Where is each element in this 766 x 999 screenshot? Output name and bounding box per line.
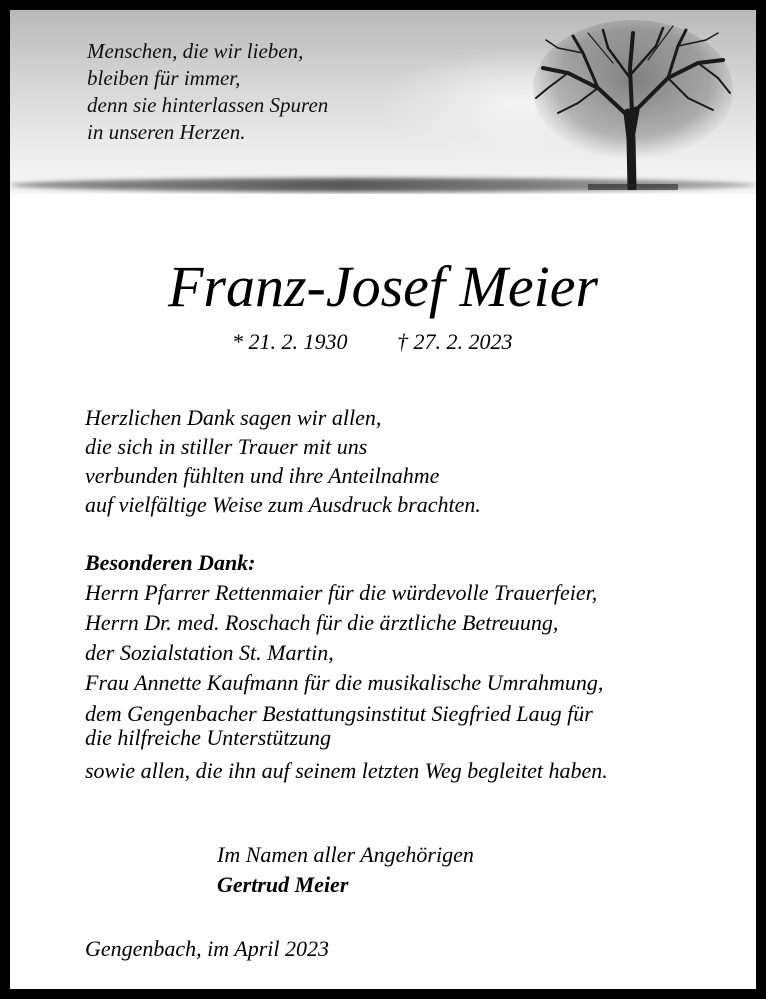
memorial-poem [87, 38, 417, 146]
text-line: Frau Annette Kaufmann für die musikalische Umrahmung, [85, 670, 604, 695]
text-line: Herzlichen Dank sagen wir allen, [85, 405, 382, 430]
place-date: Gengenbach, im April 2023 [85, 936, 330, 961]
text-line: Herrn Pfarrer Rettenmaier für die würdevolle Trauerfeier, [85, 580, 598, 605]
poem-line: in unseren Herzen. [87, 120, 246, 144]
text-line: auf vielfältige Weise zum Ausdruck brachten. [85, 492, 481, 517]
text-line: Herrn Dr. med. Roschach für die ärztliche Betreuung, [85, 610, 559, 635]
special-thanks-heading: Besonderen Dank: [85, 550, 256, 575]
special-thanks [85, 548, 608, 786]
text-line: der Sozialstation St. Martin, [85, 640, 334, 665]
poem-line: bleiben für immer, [87, 66, 241, 90]
poem-line: denn sie hinterlassen Spuren [87, 93, 329, 117]
death-date: † 27. 2. 2023 [397, 329, 513, 354]
text-line: dem Gengenbacher Bestattungsinstitut Siegfried Laug für [85, 701, 593, 726]
tree-icon [528, 18, 738, 190]
deceased-name: Franz-Josef Meier [167, 254, 599, 319]
text-line: die sich in stiller Trauer mit uns [85, 434, 368, 459]
signoff-intro: Im Namen aller Angehörigen [217, 842, 474, 867]
text-line: die hilfreiche Unterstützung [85, 725, 332, 750]
poem-line: Menschen, die wir lieben, [87, 39, 304, 63]
birth-date: * 21. 2. 1930 [232, 329, 348, 354]
life-dates [232, 328, 513, 356]
text-line: verbunden fühlten und ihre Anteilnahme [85, 463, 440, 488]
signoff [217, 840, 474, 900]
text-line: sowie allen, die ihn auf seinem letzten Weg begleitet haben. [85, 758, 608, 783]
signer-name: Gertrud Meier [217, 872, 349, 897]
thanks-paragraph [85, 403, 481, 519]
header-banner [10, 10, 756, 194]
